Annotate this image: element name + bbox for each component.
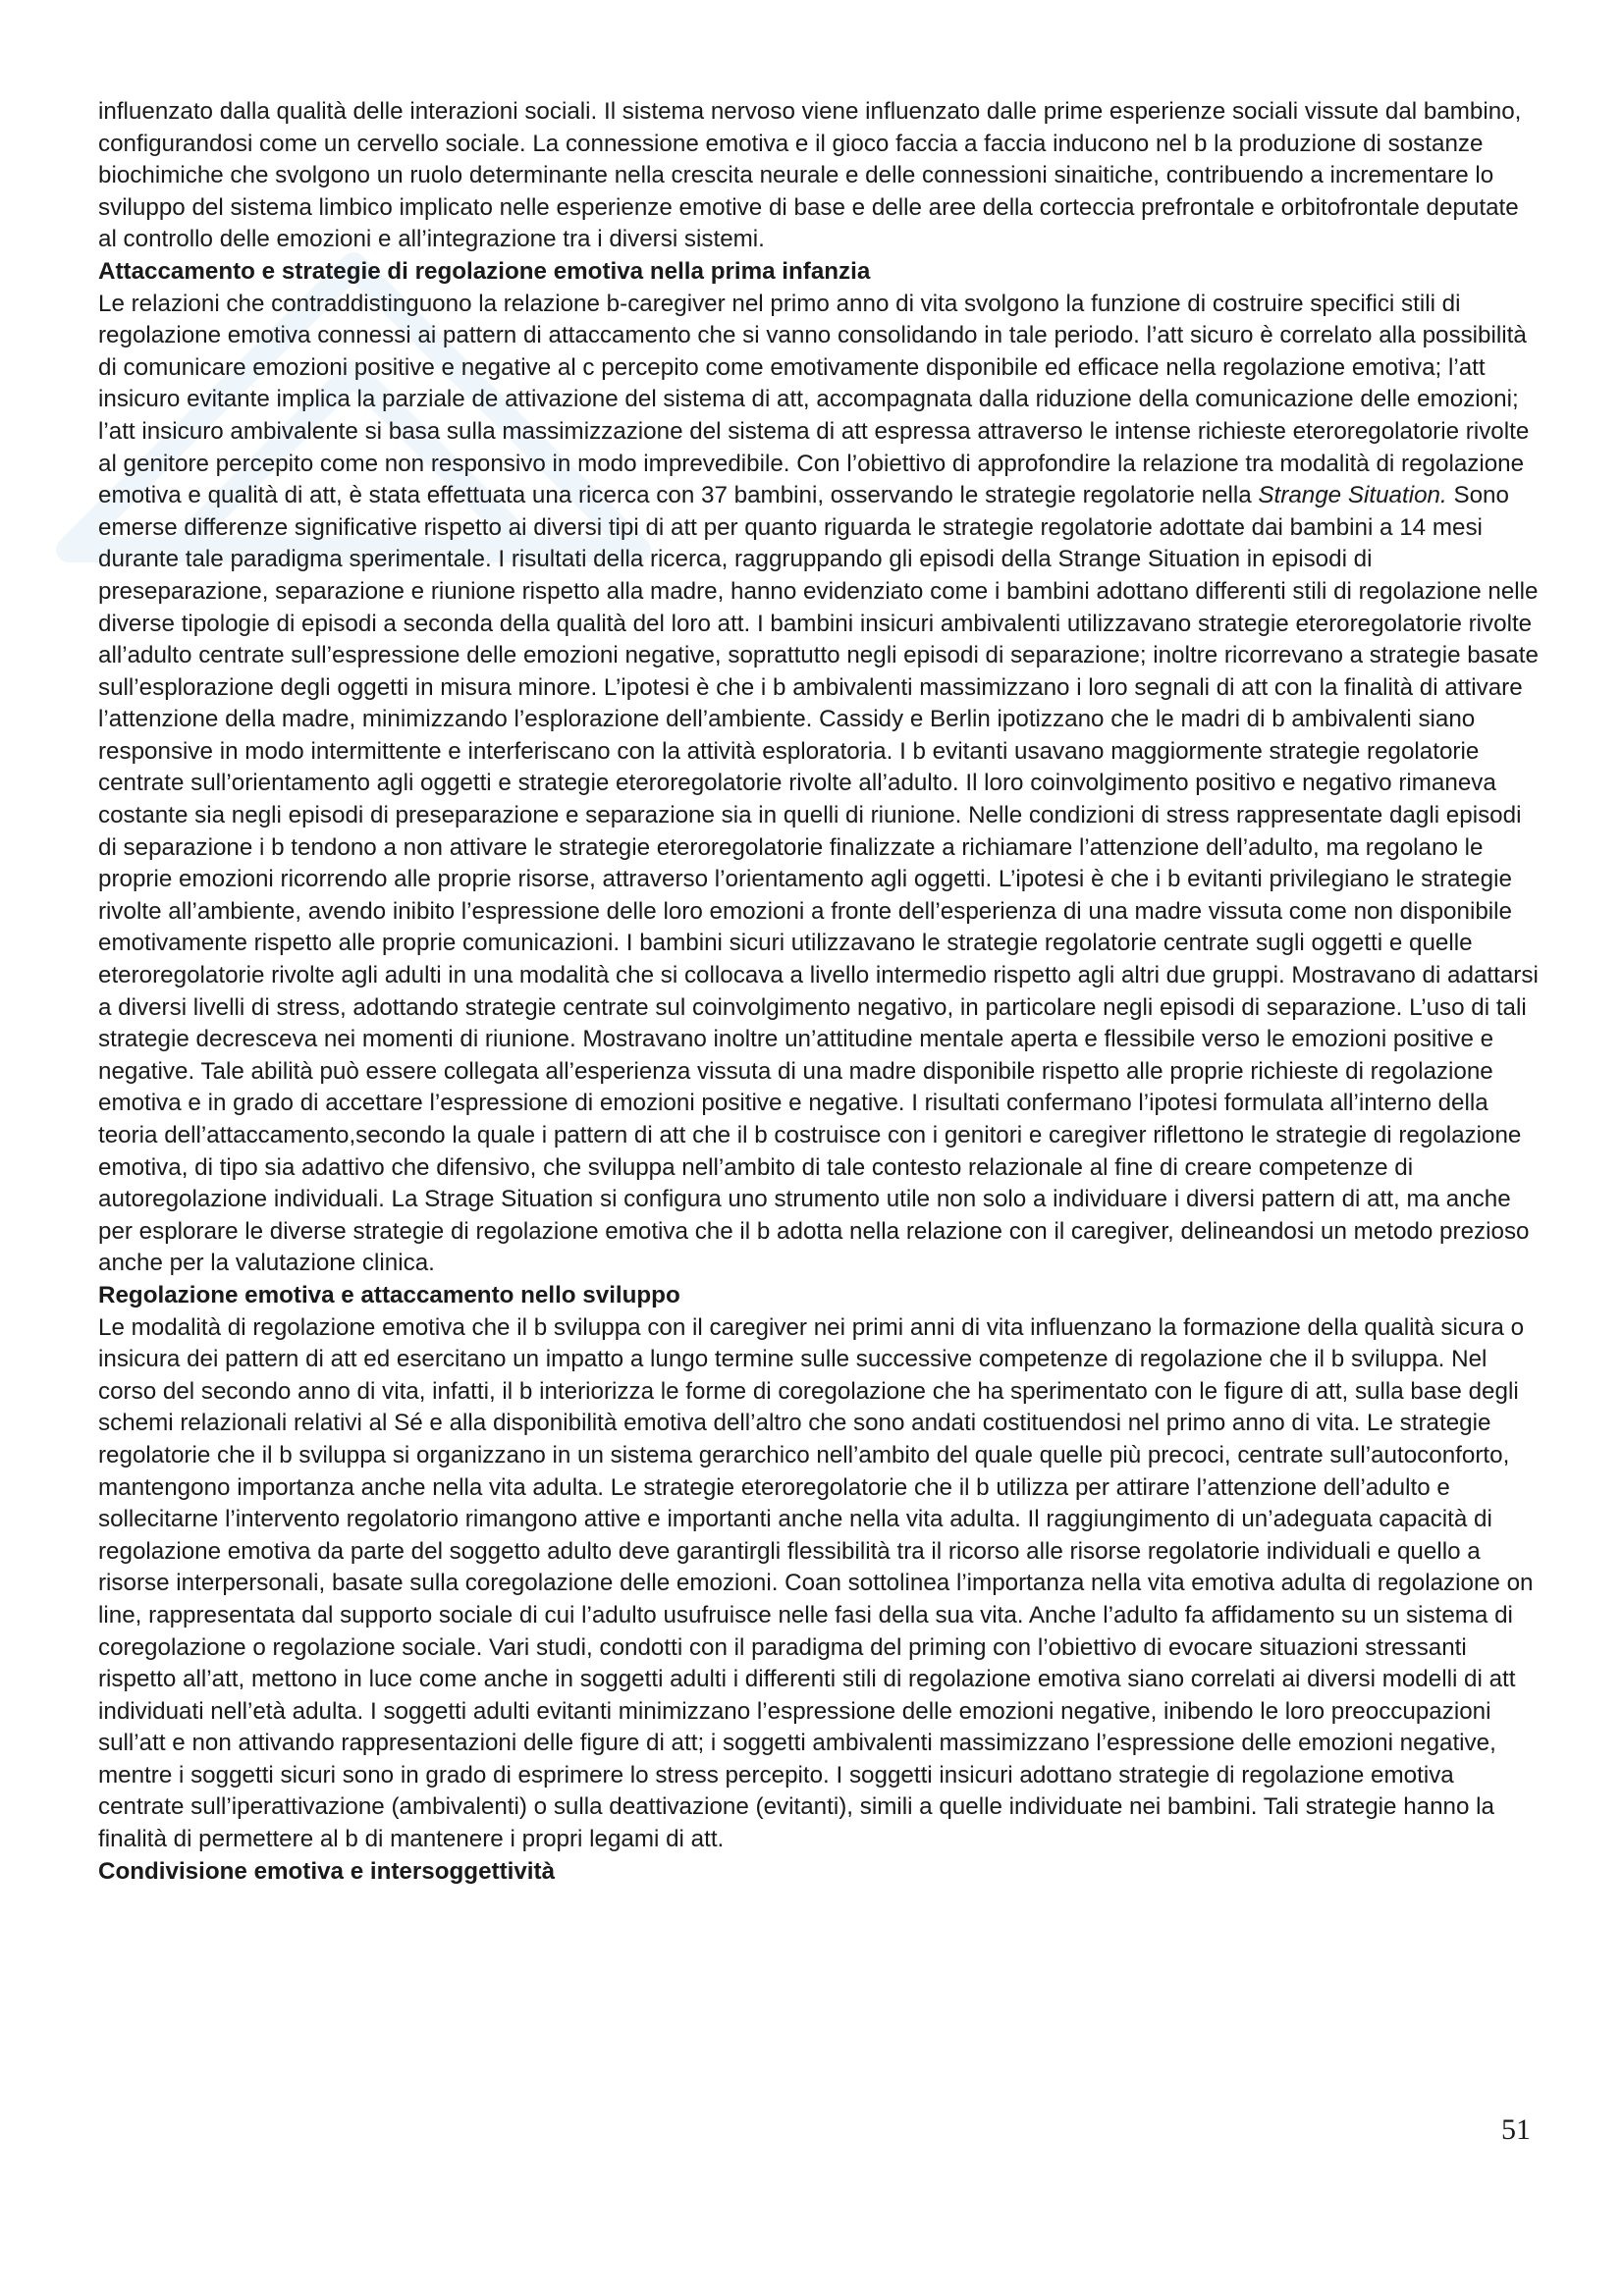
body-paragraph — [98, 1312, 1542, 1856]
paragraph-text: influenzato dalla qualità delle interazioni sociali. Il sistema nervoso viene influenzato dalle prime esperienze sociali vissute dal bambino, configurandosi come un cervello sociale. La connessione emotiva e il gioco faccia a faccia inducono nel b la produzione di sostanze biochimiche che svolgono un ruolo determinante nella crescita neurale e delle connessioni sinaitiche, contribuendo a incrementare lo sviluppo del sistema limbico implicato nelle esperienze emotive di base e delle aree della corteccia prefrontale e orbitofrontale deputate al controllo delle emozioni e all’integrazione tra i diversi sistemi. — [98, 98, 1522, 253]
paragraph-text: Sono emerse differenze significative rispetto ai diversi tipi di att per quanto riguarda le strategie regolatorie adottate dai bambini a 14 mesi durante tale paradigma sperimentale. I risultati della ricerca, raggruppando gli episodi della Strange Situation in episodi di preseparazione, separazione e riunione rispetto alla madre, hanno evidenziato come i bambini adottano differenti stili di regolazione nelle diverse tipologie di episodi a seconda della qualità del loro att. I bambini insicuri ambivalenti utilizzavano strategie eteroregolatorie rivolte all’adulto centrate sull’espressione delle emozioni negative, soprattutto negli episodi di separazione; inoltre ricorrevano a strategie basate sull’esplorazione degli oggetti in misura minore. L’ipotesi è che i b ambivalenti massimizzano i loro segnali di att con la finalità di attivare l’attenzione della madre, minimizzando l’esplorazione dell’ambiente. Cassidy e Berlin ipotizzano che le madri di b ambivalenti siano responsive in modo intermittente e interferiscano con la attività esploratoria. I b evitanti usavano maggiormente strategie regolatorie centrate sull’orientamento agli oggetti e strategie eteroregolatorie rivolte all’adulto. Il loro coinvolgimento positivo e negativo rimaneva costante sia negli episodi di preseparazione e separazione sia in quelli di riunione. Nelle condizioni di stress rappresentate dagli episodi di separazione i b tendono a non attivare le strategie eteroregolatorie finalizzate a richiamare l’attenzione dell’adulto, ma regolano le proprie emozioni ricorrendo alle proprie risorse, attraverso l’orientamento agli oggetti. L’ipotesi è che i b evitanti privilegiano le strategie rivolte all’ambiente, avendo inibito l’espressione delle loro emozioni a fronte dell’esperienza di una madre vissuta come non disponibile emotivamente rispetto alle proprie comunicazioni. I bambini sicuri utilizzavano le strategie regolatorie centrate sugli oggetti e quelle eteroregolatorie rivolte agli adulti in una modalità che si collocava a livello intermedio rispetto agli altri due gruppi. Mostravano di adattarsi a diversi livelli di stress, adottando strategie centrate sul coinvolgimento negativo, in particolare negli episodi di separazione. L’uso di tali strategie decresceva nei momenti di riunione. Mostravano inoltre un’attitudine mentale aperta e flessibile verso le emozioni positive e negative. Tale abilità può essere collegata all’esperienza vissuta di una madre disponibile rispetto alle proprie richieste di regolazione emotiva e in grado di accettare l’espressione di emozioni positive e negative. I risultati confermano l’ipotesi formulata all’interno della teoria dell’attaccamento,secondo la quale i pattern di att che il b costruisce con i genitori e caregiver riflettono le strategie di regolazione emotiva, di tipo sia adattivo che difensivo, che sviluppa nell’ambito di tale contesto relazionale al fine di creare competenze di autoregolazione individuali. La Strage Situation si configura uno strumento utile non solo a individuare i diversi pattern di att, ma anche per esplorare le diverse strategie di regolazione emotiva che il b adotta nella relazione con il caregiver, delineandosi un metodo prezioso anche per la valutazione clinica. — [98, 482, 1539, 1277]
body-paragraph — [98, 289, 1542, 1280]
italic-text: Strange Situation. — [1258, 482, 1447, 509]
document-body — [98, 96, 1542, 1888]
paragraph-text: Le modalità di regolazione emotiva che il b sviluppa con il caregiver nei primi anni di vita influenzano la formazione della qualità sicura o insicura dei pattern di att ed esercitano un impatto a lungo termine sulle successive competenze di regolazione che il b sviluppa. Nel corso del secondo anno di vita, infatti, il b interiorizza le forme di coregolazione che ha sperimentato con le figure di att, sulla base degli schemi relazionali relativi al Sé e alla disponibilità emotiva dell’altro che sono andati costituendosi nel primo anno di vita. Le strategie regolatorie che il b sviluppa si organizzano in un sistema gerarchico nell’ambito del quale quelle più precoci, centrate sull’autoconforto, mantengono importanza anche nella vita adulta. Le strategie eteroregolatorie che il b utilizza per attirare l’attenzione dell’adulto e sollecitarne l’intervento regolatorio rimangono attive e importanti anche nella vita adulta. Il raggiungimento di un’adeguata capacità di regolazione emotiva da parte del soggetto adulto deve garantirgli flessibilità tra il ricorso alle risorse regolatorie individuali e quello a risorse interpersonali, basate sulla coregolazione delle emozioni. Coan sottolinea l’importanza nella vita emotiva adulta di regolazione on line, rappresentata dal supporto sociale di cui l’adulto usufruisce nelle fasi della sua vita. Anche l’adulto fa affidamento su un sistema di coregolazione o regolazione sociale. Vari studi, condotti con il paradigma del priming con l’obiettivo di evocare situazioni stressanti rispetto all’att, mettono in luce come anche in soggetti adulti i differenti stili di regolazione emotiva siano correlati ai diversi modelli di att individuati nell’età adulta. I soggetti adulti evitanti minimizzano l’espressione delle emozioni negative, inibendo le loro preoccupazioni sull’att e non attivando rappresentazioni delle figure di att; i soggetti ambivalenti massimizzano l’espressione delle emozioni negative, mentre i soggetti sicuri sono in grado di esprimere lo stress percepito. I soggetti insicuri adottano strategie di regolazione emotiva centrate sull’iperattivazione (ambivalenti) o sulla deattivazione (evitanti), simili a quelle individuate nei bambini. Tali strategie hanno la finalità di permettere al b di mantenere i propri legami di att. — [98, 1313, 1534, 1853]
section-heading: Regolazione emotiva e attaccamento nello sviluppo — [98, 1281, 680, 1308]
body-paragraph — [98, 96, 1542, 256]
paragraph-text: Le relazioni che contraddistinguono la relazione b-caregiver nel primo anno di vita svolgono la funzione di costruire specifici stili di regolazione emotiva connessi ai pattern di attaccamento che si vanno consolidando in tale periodo. l’att sicuro è correlato alla possibilità di comunicare emozioni positive e negative al c percepito come emotivamente disponibile ed efficace nella regolazione emotiva; l’att insicuro evitante implica la parziale de attivazione del sistema di att, accompagnata dalla riduzione della comunicazione delle emozioni; l’att insicuro ambivalente si basa sulla massimizzazione del sistema di att espressa attraverso le intense richieste eteroregolatorie rivolte al genitore percepito come non responsivo in modo imprevedibile. Con l’obiettivo di approfondire la relazione tra modalità di regolazione emotiva e qualità di att, è stata effettuata una ricerca con 37 bambini, osservando le strategie regolatorie nella — [98, 290, 1530, 509]
page-number: 51 — [1501, 2113, 1531, 2146]
section-heading: Condivisione emotiva e intersoggettività — [98, 1857, 556, 1885]
section-heading: Attaccamento e strategie di regolazione emotiva nella prima infanzia — [98, 257, 871, 285]
